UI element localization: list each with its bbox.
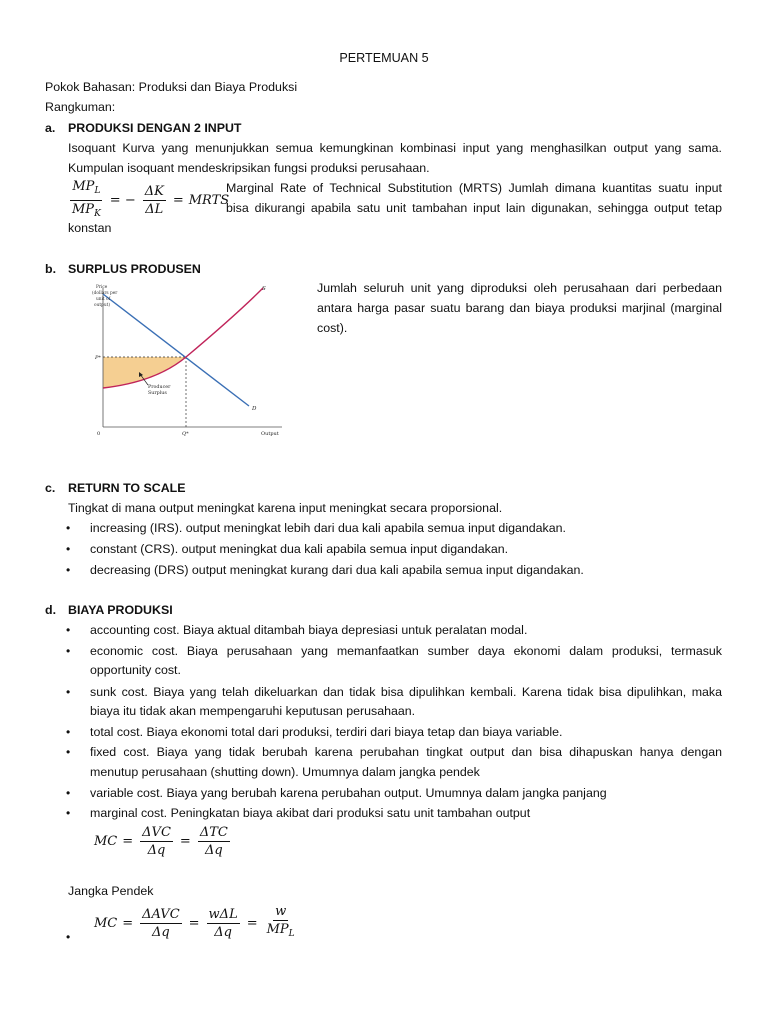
mp-ratio-fraction <box>70 178 103 223</box>
economic-cost-line2: opportunity cost. <box>90 663 181 677</box>
return-to-scale-intro: Tingkat di mana output meningkat karena input meningkat secara proporsional. <box>68 501 503 515</box>
wdl-dq-fraction <box>207 906 240 941</box>
delta-q-symbol: Δq <box>204 843 223 858</box>
isoquant-text-line1: Isoquant Kurva yang menunjukkan semua kemungkinan kombinasi input yang menghasilkan output yang sama. <box>68 141 722 155</box>
delta-k-symbol: ΔK <box>144 184 164 199</box>
isoquant-text-line2: Kumpulan isoquant mendeskripsikan fungsi produksi perusahaan. <box>68 161 430 175</box>
mpl-symbol: MP <box>72 179 95 194</box>
bullet-marker: • <box>66 623 71 637</box>
delta-ratio-fraction <box>143 183 166 218</box>
delta-q-symbol: Δq <box>147 843 166 858</box>
crs-bullet-text: constant (CRS). output meningkat dua kali apabila semua input digandakan. <box>90 542 509 556</box>
section-c-letter: c. <box>45 481 56 495</box>
w-mpl-fraction <box>265 903 297 943</box>
supply-label: S <box>262 286 266 292</box>
mrts-formula <box>68 178 229 223</box>
mrts-symbol: MRTS <box>188 193 230 208</box>
demand-label: D <box>252 406 257 412</box>
equals-sign: = <box>179 834 191 849</box>
page-title: PERTEMUAN 5 <box>339 51 429 65</box>
mrts-text-line2: bisa dikurangi apabila satu unit tambahan input lain digunakan, sehingga output tetap <box>226 201 722 215</box>
mpl-subscript: L <box>94 186 101 196</box>
mrts-line1-text: Marginal Rate of Technical Substitution (MRTS) Jumlah dimana kuantitas suatu input <box>226 181 722 195</box>
total-cost-text: total cost. Biaya ekonomi total dari produksi, terdiri dari biaya tetap dan biaya variable. <box>90 725 563 739</box>
drs-bullet-text: decreasing (DRS) output meningkat kurang dari dua kali apabila semua input digandakan. <box>90 563 584 577</box>
irs-bullet-text: increasing (IRS). output meningkat lebih dari dua kali apabila semua input digandakan. <box>90 521 566 535</box>
bullet-marker: • <box>66 786 71 800</box>
accounting-cost-text: accounting cost. Biaya aktual ditambah biaya depresiasi untuk peralatan modal. <box>90 623 528 637</box>
surplus-text-line1: Jumlah seluruh unit yang diproduksi oleh perusahaan dari perbedaan <box>317 281 722 295</box>
sunk-cost-line1: sunk cost. Biaya yang telah dikeluarkan dan tidak bisa dipulihkan kembali. Karena tidak bisa dipulihkan, maka <box>90 685 722 699</box>
dtc-dq-fraction <box>198 824 230 859</box>
y-axis-label-4: output) <box>94 303 111 308</box>
y-axis-label-1: Price <box>96 285 108 290</box>
equals-minus-sign: = − <box>109 193 136 208</box>
bullet-marker: • <box>66 521 71 535</box>
mc-symbol: MC <box>94 834 118 849</box>
mpl-subscript: L <box>288 929 295 939</box>
wage-symbol: w <box>275 904 287 919</box>
dvc-dq-fraction <box>140 824 173 859</box>
bullet-marker: • <box>66 725 71 739</box>
mpk-subscript: K <box>94 209 101 219</box>
davc-dq-fraction <box>140 906 181 941</box>
mpk-symbol: MP <box>72 202 95 217</box>
price-tick-label: P* <box>95 355 101 361</box>
section-a-heading: PRODUKSI DENGAN 2 INPUT <box>68 121 242 135</box>
mpl-symbol: MP <box>266 922 289 937</box>
surplus-label-1: Producer <box>148 385 171 390</box>
bullet-marker: • <box>66 930 71 944</box>
section-b-letter: b. <box>45 262 57 276</box>
delta-q-symbol: Δq <box>214 924 232 940</box>
section-b-heading: SURPLUS PRODUSEN <box>68 262 201 276</box>
bullet-marker: • <box>66 542 71 556</box>
y-axis-label-2: (dollars per <box>92 291 118 296</box>
y-axis-label-3: unit of <box>96 297 111 302</box>
section-d-heading: BIAYA PRODUKSI <box>68 603 173 617</box>
quantity-tick-label: Q* <box>182 431 189 437</box>
bullet-marker: • <box>66 806 71 820</box>
producer-surplus-chart <box>92 282 286 442</box>
section-a-letter: a. <box>45 121 56 135</box>
economic-cost-line1: economic cost. Biaya perusahaan yang memanfaatkan sumber daya ekonomi dalam produksi, termasuk <box>90 644 722 658</box>
fixed-cost-line1: fixed cost. Biaya yang tidak berubah karena perubahan tingkat output dan bisa dihapuskan hanya dengan <box>90 745 722 759</box>
mrts-text-line3: konstan <box>68 221 112 235</box>
section-d-letter: d. <box>45 603 57 617</box>
surplus-label-2: Surplus <box>148 391 167 396</box>
bullet-marker: • <box>66 644 71 658</box>
bullet-marker: • <box>66 685 71 699</box>
equals-sign: = <box>172 193 184 208</box>
bullet-marker: • <box>66 745 71 759</box>
origin-label: 0 <box>97 431 101 437</box>
marginal-cost-formula <box>94 824 232 859</box>
delta-avc-symbol: ΔAVC <box>142 906 180 922</box>
marginal-cost-text: marginal cost. Peningkatan biaya akibat dari produksi satu unit tambahan output <box>90 806 531 820</box>
short-run-mc-formula <box>94 903 299 943</box>
fixed-cost-line2: menutup perusahaan (shutting down). Umumnya dalam jangka pendek <box>90 765 480 779</box>
summary-label: Rangkuman: <box>45 100 116 114</box>
mrts-text-line1 <box>226 178 722 198</box>
subject-line: Pokok Bahasan: Produksi dan Biaya Produksi <box>45 80 298 94</box>
x-axis-label: Output <box>261 431 279 437</box>
equals-sign: = <box>122 834 134 849</box>
equals-sign: = <box>122 915 134 931</box>
equals-sign: = <box>246 915 258 931</box>
surplus-text-line2: antara harga pasar suatu barang dan biaya produksi marjinal (marginal <box>317 301 722 315</box>
delta-tc-symbol: ΔTC <box>199 825 228 840</box>
sunk-cost-line2: biaya itu tidak akan mempengaruhi keputusan perusahaan. <box>90 704 416 718</box>
delta-l-symbol: ΔL <box>145 202 164 217</box>
bullet-marker: • <box>66 563 71 577</box>
surplus-text-line3: cost). <box>317 321 348 335</box>
section-c-heading: RETURN TO SCALE <box>68 481 186 495</box>
delta-q-symbol: Δq <box>152 924 170 940</box>
short-run-label: Jangka Pendek <box>68 884 154 898</box>
equals-sign: = <box>188 915 200 931</box>
w-delta-l-symbol: wΔL <box>208 906 238 922</box>
delta-vc-symbol: ΔVC <box>142 825 171 840</box>
mc-symbol: MC <box>94 915 118 931</box>
variable-cost-text: variable cost. Biaya yang berubah karena perubahan output. Umumnya dalam jangka panjang <box>90 786 607 800</box>
